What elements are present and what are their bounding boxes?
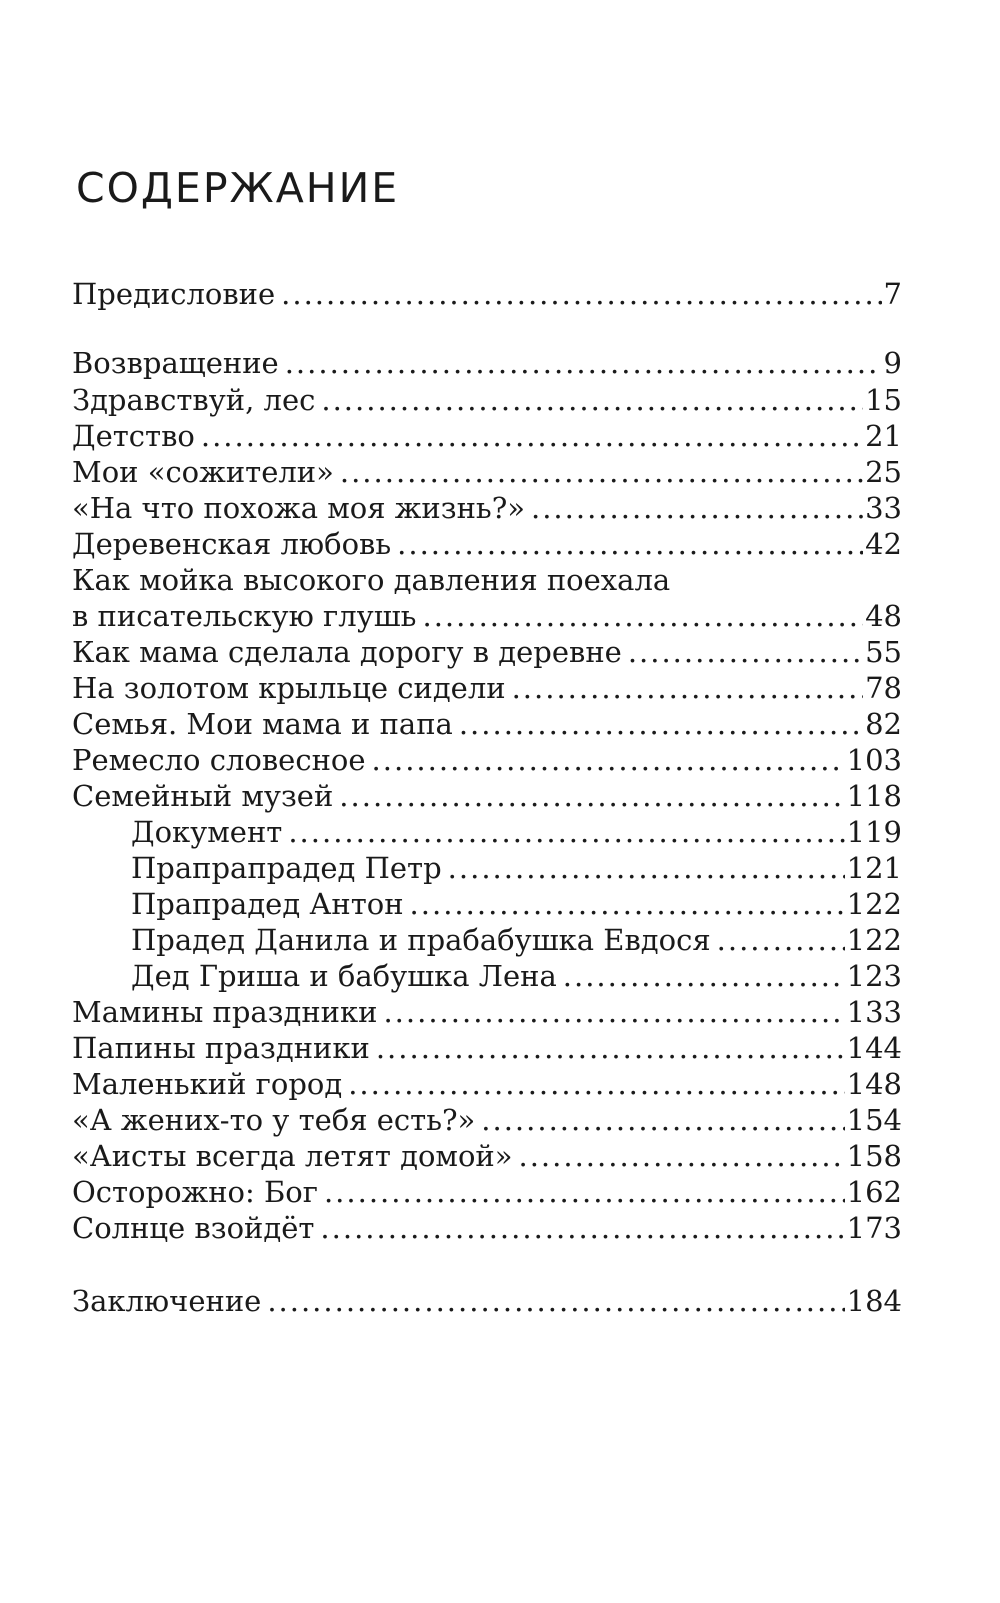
toc-entry-label: в писательскую глушь: [72, 599, 417, 633]
dot-leader: [459, 706, 863, 743]
dot-leader: [397, 526, 863, 563]
toc-entry-label: На золотом крыльце сидели: [72, 671, 506, 705]
dot-leader: [563, 958, 845, 995]
toc-entry-label: Предисловие: [72, 277, 276, 311]
toc-entry-label: Семья. Мои мама и папа: [72, 707, 453, 741]
toc-entry-page: 122: [846, 923, 902, 957]
toc-entry-page: 15: [865, 383, 902, 417]
dot-leader: [281, 276, 881, 313]
toc-entry[interactable]: [72, 454, 902, 491]
page-title: СОДЕРЖАНИЕ: [76, 164, 400, 212]
dot-leader: [717, 922, 845, 959]
dot-leader: [285, 345, 882, 382]
dot-leader: [320, 1210, 844, 1247]
toc-entry-page: 184: [846, 1284, 902, 1318]
toc-entry-page: 55: [865, 635, 902, 669]
toc-entry-page: 119: [846, 815, 902, 849]
toc-entry-label: Детство: [72, 419, 195, 453]
toc-subentry[interactable]: [131, 814, 902, 851]
toc-entry-page: 122: [846, 887, 902, 921]
toc-entry-page: 33: [865, 491, 902, 525]
dot-leader: [422, 598, 863, 635]
toc-entry-label: «Аисты всегда летят домой»: [72, 1139, 513, 1173]
toc-entry[interactable]: [72, 345, 902, 382]
toc-entry[interactable]: [72, 1102, 902, 1139]
toc-entry-conclusion[interactable]: [72, 1283, 902, 1320]
toc-entry[interactable]: [72, 1138, 902, 1175]
toc-entry[interactable]: [72, 742, 902, 779]
toc-entry[interactable]: [72, 1174, 902, 1211]
toc-entry-label: Деревенская любовь: [72, 527, 392, 561]
toc-entry-page: 133: [846, 995, 902, 1029]
toc-entry[interactable]: [72, 670, 902, 707]
dot-leader: [201, 418, 863, 455]
toc-entry-label: «На что похожа моя жизнь?»: [72, 491, 525, 525]
toc-entry-page: 121: [846, 851, 902, 885]
toc-entry-page: 103: [846, 743, 902, 777]
dot-leader: [628, 634, 863, 671]
toc-entry-page: 162: [846, 1175, 902, 1209]
toc-entry-page: 82: [865, 707, 902, 741]
dot-leader: [410, 886, 845, 923]
toc-entry[interactable]: [72, 706, 902, 743]
toc-entry-page: 154: [846, 1103, 902, 1137]
toc-entry-page: 148: [846, 1067, 902, 1101]
toc-entry-label: Здравствуй, лес: [72, 383, 316, 417]
toc-entry-page: 158: [846, 1139, 902, 1173]
toc-entry-label: Мамины праздники: [72, 995, 378, 1029]
toc-entry-label: Прапрадед Антон: [131, 887, 404, 921]
toc-entry-page: 173: [846, 1211, 902, 1245]
toc-entry-label: Мои «сожители»: [72, 455, 334, 489]
toc-subentry[interactable]: [131, 958, 902, 995]
toc-entry-label: Заключение: [72, 1284, 262, 1318]
dot-leader: [372, 742, 845, 779]
dot-leader: [383, 994, 844, 1031]
toc-entry-page: 9: [883, 346, 902, 380]
toc-entry-label: Дед Гриша и бабушка Лена: [131, 959, 557, 993]
toc-entry-page: 25: [865, 455, 902, 489]
toc-entry-preface[interactable]: [72, 276, 902, 313]
dot-leader: [481, 1102, 844, 1139]
toc-entry-label: Маленький город: [72, 1067, 343, 1101]
dot-leader: [376, 1030, 845, 1067]
toc-entry-label: Документ: [131, 815, 283, 849]
toc-entry-page: 48: [865, 599, 902, 633]
toc-entry-label: Семейный музей: [72, 779, 334, 813]
toc-entry-label: Папины праздники: [72, 1031, 370, 1065]
toc-entry-label: Ремесло словесное: [72, 743, 366, 777]
toc-entry-page: 118: [846, 779, 902, 813]
toc-subentry[interactable]: [131, 886, 902, 923]
toc-entry[interactable]: [72, 1030, 902, 1067]
toc-subentry[interactable]: [131, 922, 902, 959]
toc-entry[interactable]: [72, 1066, 902, 1103]
toc-entry-label: Как мама сделала дорогу в деревне: [72, 635, 622, 669]
toc-entry[interactable]: [72, 382, 902, 419]
dot-leader: [531, 490, 863, 527]
toc-entry-label-line1[interactable]: Как мойка высокого давления поехала: [72, 563, 671, 597]
toc-entry[interactable]: [72, 418, 902, 455]
toc-entry-label: Осторожно: Бог: [72, 1175, 318, 1209]
dot-leader: [339, 778, 844, 815]
toc-entry-label: Прапрапрадед Петр: [131, 851, 442, 885]
toc-entry[interactable]: [72, 1210, 902, 1247]
toc-entry[interactable]: [72, 994, 902, 1031]
toc-entry-label: «А жених-то у тебя есть?»: [72, 1103, 476, 1137]
toc-entry[interactable]: [72, 634, 902, 671]
dot-leader: [288, 814, 844, 851]
dot-leader: [267, 1283, 844, 1320]
toc-subentry[interactable]: [131, 850, 902, 887]
toc-entry-page: 21: [865, 419, 902, 453]
dot-leader: [512, 670, 864, 707]
toc-entry[interactable]: [72, 598, 902, 635]
dot-leader: [324, 1174, 845, 1211]
dot-leader: [321, 382, 863, 419]
toc-entry[interactable]: [72, 778, 902, 815]
toc-entry-label: Возвращение: [72, 346, 279, 380]
toc-entry[interactable]: [72, 490, 902, 527]
toc-entry-page: 123: [846, 959, 902, 993]
dot-leader: [348, 1066, 844, 1103]
dot-leader: [340, 454, 863, 491]
toc-entry-page: 7: [883, 277, 902, 311]
toc-entry-label: Солнце взойдёт: [72, 1211, 315, 1245]
toc-entry-page: 144: [846, 1031, 902, 1065]
toc-entry[interactable]: [72, 526, 902, 563]
toc-entry-page: 42: [865, 527, 902, 561]
dot-leader: [448, 850, 845, 887]
toc-entry-label: Прадед Данила и прабабушка Евдося: [131, 923, 711, 957]
toc-entry-page: 78: [865, 671, 902, 705]
dot-leader: [519, 1138, 845, 1175]
